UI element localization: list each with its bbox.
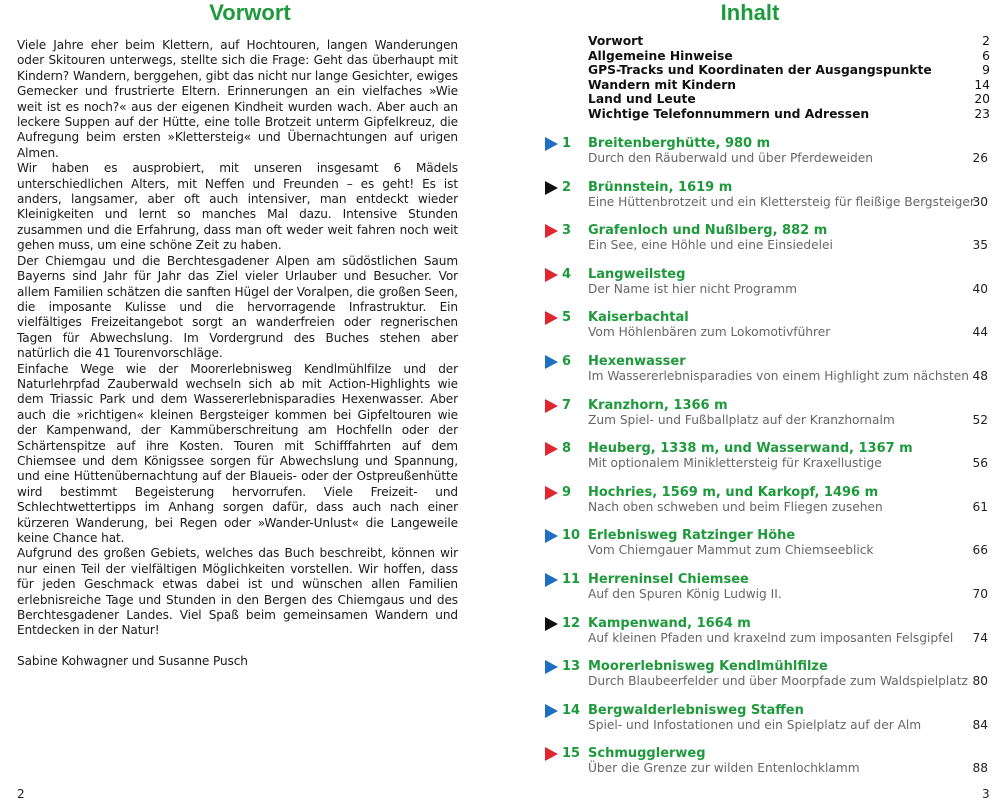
paragraph: Wir haben es ausprobiert, mit unseren insgesamt 6 Mädels unterschiedlichen Alters, mit Neffen und Freunden – es geht! Es ist anders, langsamer, aber oft auch intensiver, man entdeckt wieder Kleinigkeiten und lernt so manches Mal dazu. Intensive Stunden zusammen und die Erfahrung, dass man oft weder weit fahren noch weit gehen muss, um eine schöne Zeit zu haben. — [17, 161, 458, 253]
tour-subtitle: Vom Höhlenbären zum Lokomotivführer — [588, 325, 831, 340]
tour-title: Kaiserbachtal — [588, 310, 689, 326]
toc-entry-title: Wichtige Telefonnummern und Adressen — [588, 106, 870, 121]
tour-subtitle: Spiel- und Infostationen und ein Spielplatz auf der Alm — [588, 717, 922, 732]
difficulty-arrow-icon — [545, 529, 558, 543]
paragraph: Der Chiemgau und die Berchtesgadener Alpen am südöstlichen Saum Bayerns sind Jahr für Jahr das Ziel vieler Urlauber und Besucher. Vor allem Familien schätzen die sanften Hügel der Voralpen, die großen Seen, die imposante Kulisse und die hervorragende Infrastruktur. Ein vielfältiges Freizeitangebot sorgt an wanderfreien oder regnerischen Tagen für Abwechslung. Im Vordergrund des Buches stehen aber natürlich die 41 Tourenvorschläge. — [17, 253, 458, 361]
tour-entry[interactable] — [543, 702, 990, 746]
toc-entry-title: Allgemeine Hinweise — [588, 48, 733, 63]
toc-entry-page: 23 — [974, 106, 990, 121]
tour-page: 35 — [972, 238, 988, 253]
tour-title: Kranzhorn, 1366 m — [588, 397, 728, 413]
tour-subtitle: Eine Hüttenbrotzeit und ein Klettersteig für fleißige Bergsteiger — [588, 194, 975, 209]
tour-title: Langweilsteg — [588, 266, 686, 282]
tour-subtitle: Ein See, eine Höhle und eine Einsiedelei — [588, 238, 833, 253]
tour-subtitle: Durch den Räuberwald und über Pferdeweiden — [588, 151, 873, 165]
tour-title: Schmugglerweg — [588, 746, 706, 762]
tour-entry[interactable] — [543, 353, 990, 397]
page-title: Vorwort — [209, 0, 291, 25]
difficulty-arrow-icon — [545, 399, 558, 413]
page-title: Inhalt — [720, 0, 780, 25]
difficulty-arrow-icon — [545, 137, 558, 151]
paragraph: Viele Jahre eher beim Klettern, auf Hochtouren, langen Wanderungen oder Skitouren unterwegs, stellte sich die Frage: Geht das überhaupt mit Kindern? Wandern, berggehen, gibt das nicht nur lange Gesichter, ewiges Gemecker und frustrierte Eltern. Erinnerungen an ein vielfaches »Wie weit ist es noch?« aus der eigenen Kindheit wurden wach. Aber auch an leckere Suppen auf der Hütte, eine tolle Brotzeit unterm Gipfelkreuz, die Aufregung beim ersten »Klettersteig« und Übernachtungen auf urigen Almen. — [17, 38, 458, 160]
difficulty-arrow-icon — [545, 486, 558, 500]
tour-page: 44 — [972, 325, 988, 340]
tour-subtitle: Der Name ist hier nicht Programm — [588, 281, 797, 296]
tour-number: 1 — [562, 136, 572, 151]
tour-subtitle: Vom Chiemgauer Mammut zum Chiemseeblick — [588, 543, 874, 558]
toc-entry[interactable] — [588, 63, 990, 78]
tour-title: Grafenloch und Nußlberg, 882 m — [588, 223, 828, 239]
tour-page: 56 — [972, 456, 988, 471]
toc-entry[interactable] — [588, 34, 990, 49]
difficulty-arrow-icon — [545, 660, 558, 674]
tour-title: Bergwalderlebnisweg Staffen — [588, 702, 804, 718]
tour-number: 10 — [562, 528, 581, 544]
tour-number: 2 — [562, 179, 572, 195]
toc-entry-title: Land und Leute — [588, 92, 696, 107]
tour-contents — [543, 135, 990, 789]
tour-number: 9 — [562, 484, 572, 500]
difficulty-arrow-icon — [545, 442, 558, 456]
tour-page: 88 — [972, 761, 988, 776]
toc-entry-page: 2 — [982, 34, 990, 48]
difficulty-arrow-icon — [545, 704, 558, 718]
toc-entry-title: Wandern mit Kindern — [588, 77, 737, 92]
difficulty-arrow-icon — [545, 747, 558, 761]
toc-entry-page: 14 — [974, 77, 990, 92]
tour-entry[interactable] — [543, 615, 990, 659]
tour-subtitle: Auf den Spuren König Ludwig II. — [588, 586, 782, 601]
toc-entry-page: 9 — [982, 63, 990, 78]
tour-subtitle: Nach oben schweben und beim Fliegen zusehen — [588, 499, 883, 514]
tour-number: 14 — [562, 702, 581, 718]
toc-entry[interactable] — [588, 92, 990, 107]
tour-subtitle: Über die Grenze zur wilden Entenlochklamm — [588, 761, 860, 776]
tour-number: 13 — [562, 659, 581, 675]
left-page — [0, 0, 500, 800]
tour-title: Herreninsel Chiemsee — [588, 571, 749, 587]
foreword-text — [17, 38, 458, 669]
tour-page: 52 — [972, 412, 988, 427]
tour-entry[interactable] — [543, 179, 990, 223]
tour-entry[interactable] — [543, 266, 990, 310]
tour-subtitle: Im Wassererlebnisparadies von einem Highlight zum nächsten — [588, 368, 969, 383]
tour-entry[interactable] — [543, 222, 990, 266]
tour-entry[interactable] — [543, 309, 990, 353]
tour-page: 40 — [972, 281, 988, 296]
tour-entry[interactable] — [543, 571, 990, 615]
tour-title: Hexenwasser — [588, 353, 686, 369]
tour-subtitle: Zum Spiel- und Fußballplatz auf der Kranzhornalm — [588, 412, 895, 427]
tour-subtitle: Durch Blaubeerfelder und über Moorpfade zum Waldspielplatz — [588, 674, 968, 689]
toc-entry-page: 20 — [974, 92, 990, 107]
tour-number: 5 — [562, 310, 572, 326]
tour-entry[interactable] — [543, 658, 990, 702]
page-number: 3 — [982, 787, 990, 801]
tour-subtitle: Auf kleinen Pfaden und kraxelnd zum imposanten Felsgipfel — [588, 630, 954, 645]
toc-entry[interactable] — [588, 78, 990, 93]
paragraph: Aufgrund des großen Gebiets, welches das Buch beschreibt, können wir nur einen Teil der vielfältigen Möglichkeiten vorstellen. Wir hoffen, dass für jeden Geschmack etwas dabei ist und wünschen allen Familien erlebnisreiche Tage und Stunden in den Bergen des Chiemgaus und des Berchtesgadener Landes. Viel Spaß beim gemeinsamen Wandern und Entdecken in der Natur! — [17, 546, 458, 638]
paragraph: Einfache Wege wie der Moorerlebnisweg Kendlmühlfilze und der Naturlehrpfad Zauberwald wechseln sich ab mit Action-Highlights wie dem Triassic Park und dem Wassererlebnisparadies Hexenwasser. Aber auch die »richtigen« kleinen Bergsteiger kommen bei Gipfeltouren wie der Kampenwand, der Kammüberschreitung am Hochfelln oder der Schärtenspitze auf ihre Kosten. Touren mit Schifffahrten auf dem Chiemsee und dem Königssee sorgen für Abwechslung und Spannung, und eine Hüttenübernachtung auf der Blaueis- oder der Ostpreußenhütte wird bestimmt Begeisterung hervorrufen. Viele Freizeit- und Schlechtwettertipps im Anhang sorgen dafür, dass auch nach einer kürzeren Wanderung, bei Regen oder »Wander-Unlust« die Langeweile keine Chance hat. — [17, 361, 458, 545]
tour-number: 7 — [562, 397, 572, 413]
tour-number: 11 — [562, 571, 581, 587]
tour-entry[interactable] — [543, 135, 990, 179]
tour-title: Kampenwand, 1664 m — [588, 615, 751, 631]
right-page — [500, 0, 1000, 800]
toc-entry[interactable] — [588, 49, 990, 64]
toc-entry[interactable] — [588, 107, 990, 122]
tour-title: Brünnstein, 1619 m — [588, 179, 733, 195]
difficulty-arrow-icon — [545, 617, 558, 631]
tour-page: 84 — [972, 717, 988, 732]
toc-entry-page: 6 — [982, 48, 990, 63]
difficulty-arrow-icon — [545, 181, 558, 195]
tour-page: 74 — [972, 630, 988, 645]
tour-entry[interactable] — [543, 397, 990, 441]
difficulty-arrow-icon — [545, 311, 558, 325]
tour-number: 3 — [562, 223, 572, 239]
tour-number: 4 — [562, 266, 572, 282]
tour-page: 66 — [972, 543, 988, 558]
tour-title: Breitenberghütte, 980 m — [588, 136, 771, 151]
difficulty-arrow-icon — [545, 573, 558, 587]
tour-title: Erlebnisweg Ratzinger Höhe — [588, 528, 796, 544]
tour-title: Moorerlebnisweg Kendlmühlfilze — [588, 659, 828, 675]
difficulty-arrow-icon — [545, 268, 558, 282]
tour-entry[interactable] — [543, 745, 990, 789]
tour-page: 70 — [972, 586, 988, 601]
tour-page: 80 — [972, 674, 988, 689]
difficulty-arrow-icon — [545, 355, 558, 369]
difficulty-arrow-icon — [545, 224, 558, 238]
page-number: 2 — [17, 787, 25, 801]
tour-title: Hochries, 1569 m, und Karkopf, 1496 m — [588, 484, 879, 500]
tour-page: 61 — [972, 499, 988, 514]
tour-entry[interactable] — [543, 440, 990, 484]
toc-entry-title: GPS-Tracks und Koordinaten der Ausgangspunkte — [588, 63, 932, 78]
tour-page: 30 — [972, 194, 988, 209]
toc-entry-title: Vorwort — [588, 34, 644, 48]
tour-page: 48 — [972, 368, 988, 383]
tour-number: 8 — [562, 441, 572, 457]
tour-number: 6 — [562, 353, 572, 369]
tour-entry[interactable] — [543, 484, 990, 528]
tour-entry[interactable] — [543, 527, 990, 571]
tour-page: 26 — [972, 151, 988, 165]
tour-number: 15 — [562, 746, 581, 762]
general-contents — [588, 34, 990, 122]
tour-subtitle: Mit optionalem Miniklettersteig für Kraxellustige — [588, 456, 882, 471]
tour-title: Heuberg, 1338 m, und Wasserwand, 1367 m — [588, 441, 913, 457]
signature: Sabine Kohwagner und Susanne Pusch — [17, 653, 248, 668]
tour-number: 12 — [562, 615, 581, 631]
